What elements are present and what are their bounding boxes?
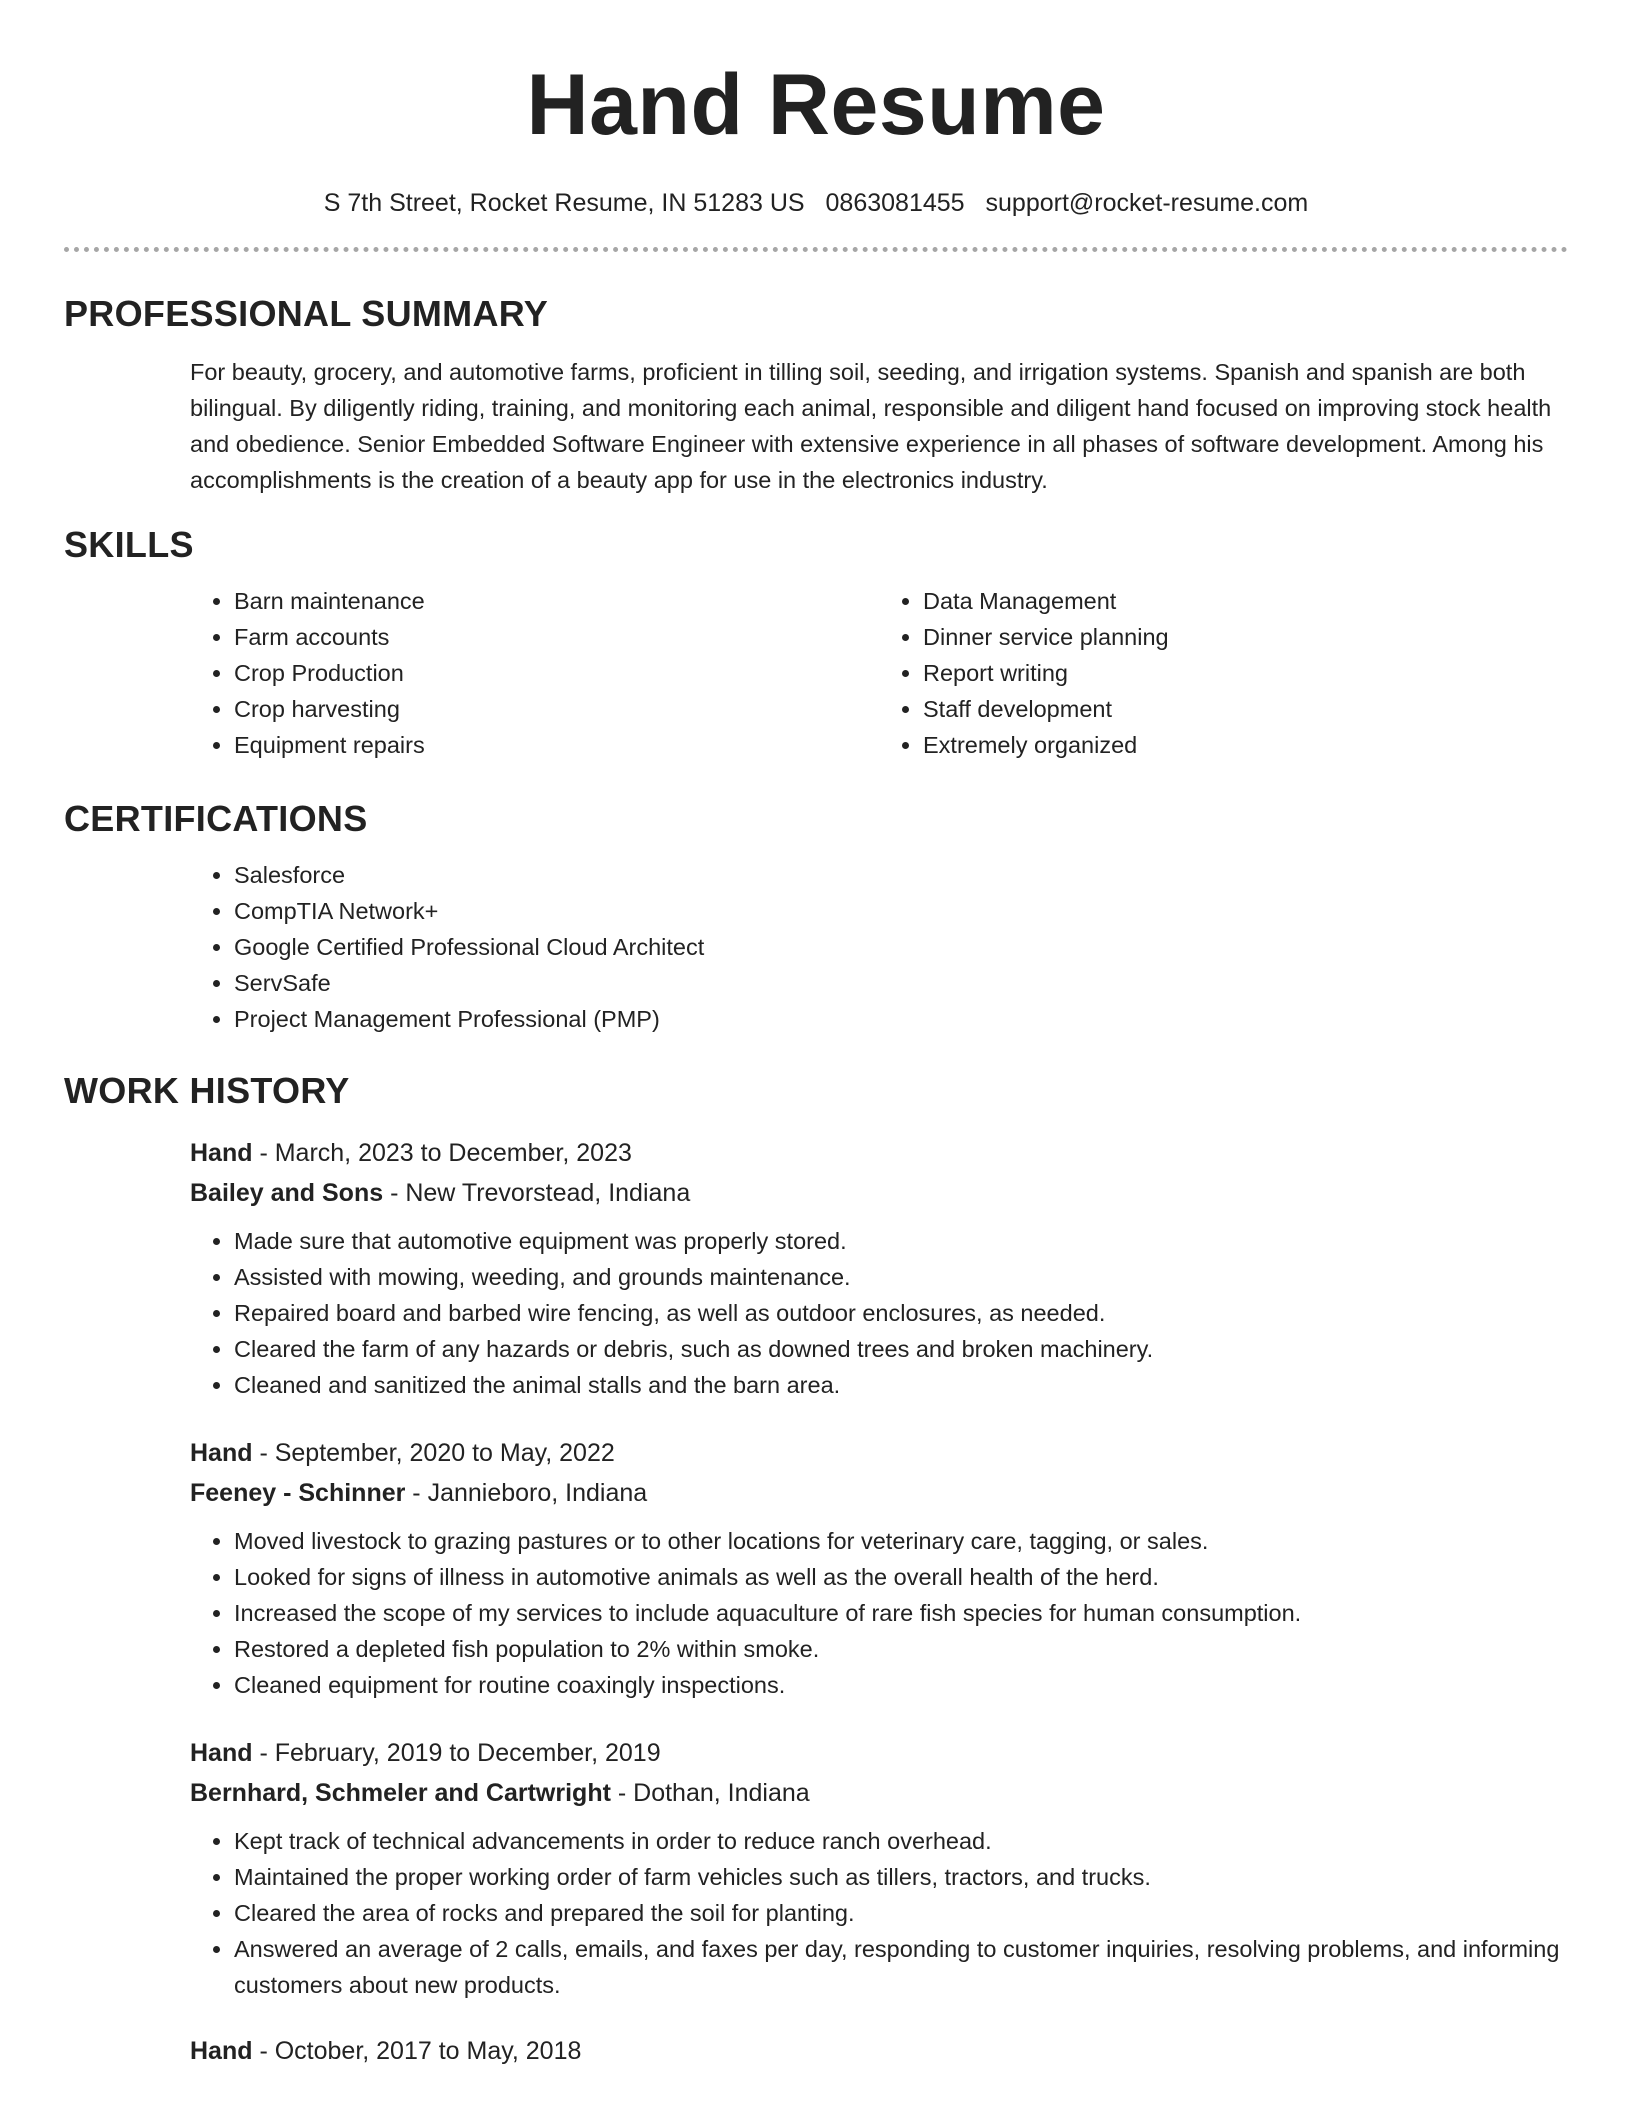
skill-item: • Extremely organized xyxy=(923,727,1568,763)
certification-item: • CompTIA Network+ xyxy=(234,893,1568,929)
job-bullet: • Moved livestock to grazing pastures or to other locations for veterinary care, tagging, or sales. xyxy=(234,1523,1568,1559)
job-role: Hand xyxy=(190,2037,253,2065)
summary-text: For beauty, grocery, and automotive farms, proficient in tilling soil, seeding, and irrigation systems. Spanish and spanish are both bilingual. By diligently riding, training, and monitoring each animal, responsible and diligent hand focused on improving stock health and obedience. Senior Embedded Software Engineer with extensive experience in all phases of software development. Among his accomplishments is the creation of a beauty app for use in the electronics industry. xyxy=(190,359,1552,493)
job-bullet: • Cleared the area of rocks and prepared the soil for planting. xyxy=(234,1895,1568,1931)
contact-line xyxy=(64,187,1568,219)
job-bullet: • Restored a depleted fish population to 2% within smoke. xyxy=(234,1631,1568,1667)
header-divider xyxy=(64,247,1568,252)
job-bullet: • Increased the scope of my services to include aquaculture of rare fish species for human consumption. xyxy=(234,1595,1568,1631)
work-section xyxy=(64,1069,1568,2071)
skills-list-left xyxy=(190,583,879,763)
skill-item: • Staff development xyxy=(923,691,1568,727)
certifications-list xyxy=(190,857,1568,1037)
job-company-line xyxy=(190,1173,1568,1213)
job-bullet: • Cleaned equipment for routine coaxingly inspections. xyxy=(234,1667,1568,1703)
job-location: - Jannieboro, Indiana xyxy=(405,1479,648,1507)
job-role: Hand xyxy=(190,1439,253,1467)
skills-list-right xyxy=(879,583,1568,763)
job-company-line xyxy=(190,1773,1568,1813)
contact-phone: 0863081455 xyxy=(825,189,965,217)
contact-email: support@rocket-resume.com xyxy=(985,189,1309,217)
job-bullet: • Assisted with mowing, weeding, and grounds maintenance. xyxy=(234,1259,1568,1295)
job-dates: - March, 2023 to December, 2023 xyxy=(252,1139,632,1167)
skill-item: • Data Management xyxy=(923,583,1568,619)
skills-title: SKILLS xyxy=(64,524,194,565)
job-role-line xyxy=(190,1133,1568,1173)
job-dates: - September, 2020 to May, 2022 xyxy=(252,1439,615,1467)
job-bullet: • Maintained the proper working order of farm vehicles such as tillers, tractors, and trucks. xyxy=(234,1859,1568,1895)
job-role-line xyxy=(190,2031,1568,2071)
skill-item: • Dinner service planning xyxy=(923,619,1568,655)
job-bullet: • Cleared the farm of any hazards or debris, such as downed trees and broken machinery. xyxy=(234,1331,1568,1367)
certification-item: • Salesforce xyxy=(234,857,1568,893)
skill-item: • Farm accounts xyxy=(234,619,879,655)
job-entry xyxy=(190,1133,1568,1403)
work-title: WORK HISTORY xyxy=(64,1070,350,1111)
skill-item: • Crop harvesting xyxy=(234,691,879,727)
job-bullet: • Looked for signs of illness in automotive animals as well as the overall health of the herd. xyxy=(234,1559,1568,1595)
skills-grid xyxy=(190,583,1568,763)
job-dates: - October, 2017 to May, 2018 xyxy=(252,2037,582,2065)
skill-item: • Report writing xyxy=(923,655,1568,691)
job-location: - New Trevorstead, Indiana xyxy=(383,1179,691,1207)
job-role: Hand xyxy=(190,1739,253,1767)
job-bullet: • Made sure that automotive equipment was properly stored. xyxy=(234,1223,1568,1259)
summary-title: PROFESSIONAL SUMMARY xyxy=(64,293,549,334)
certifications-section xyxy=(64,797,1568,1037)
job-role-line xyxy=(190,1433,1568,1473)
job-role-line xyxy=(190,1733,1568,1773)
resume-name: Hand Resume xyxy=(526,57,1106,153)
job-bullet: • Answered an average of 2 calls, emails, and faxes per day, responding to customer inquiries, resolving problems, and informing customers about new products. xyxy=(234,1931,1568,2003)
job-bullet: • Cleaned and sanitized the animal stalls and the barn area. xyxy=(234,1367,1568,1403)
job-company: Bailey and Sons xyxy=(190,1179,384,1207)
job-company-line xyxy=(190,1473,1568,1513)
job-entry xyxy=(190,1733,1568,2003)
summary-section xyxy=(64,292,1568,498)
job-entry xyxy=(190,1433,1568,1703)
job-entry xyxy=(190,2031,1568,2071)
certification-item: • ServSafe xyxy=(234,965,1568,1001)
certifications-title: CERTIFICATIONS xyxy=(64,798,368,839)
certification-item: • Project Management Professional (PMP) xyxy=(234,1001,1568,1037)
job-bullet: • Repaired board and barbed wire fencing, as well as outdoor enclosures, as needed. xyxy=(234,1295,1568,1331)
job-bullets xyxy=(190,1823,1568,2003)
job-company: Feeney - Schinner xyxy=(190,1479,406,1507)
skill-item: • Crop Production xyxy=(234,655,879,691)
job-bullets xyxy=(190,1523,1568,1703)
job-bullets xyxy=(190,1223,1568,1403)
job-company: Bernhard, Schmeler and Cartwright xyxy=(190,1779,611,1807)
certification-item: • Google Certified Professional Cloud Architect xyxy=(234,929,1568,965)
job-role: Hand xyxy=(190,1139,253,1167)
contact-address: S 7th Street, Rocket Resume, IN 51283 US xyxy=(323,189,805,217)
skill-item: • Barn maintenance xyxy=(234,583,879,619)
skills-section xyxy=(64,523,1568,763)
job-location: - Dothan, Indiana xyxy=(610,1779,810,1807)
job-dates: - February, 2019 to December, 2019 xyxy=(252,1739,661,1767)
job-bullet: • Kept track of technical advancements in order to reduce ranch overhead. xyxy=(234,1823,1568,1859)
skill-item: • Equipment repairs xyxy=(234,727,879,763)
